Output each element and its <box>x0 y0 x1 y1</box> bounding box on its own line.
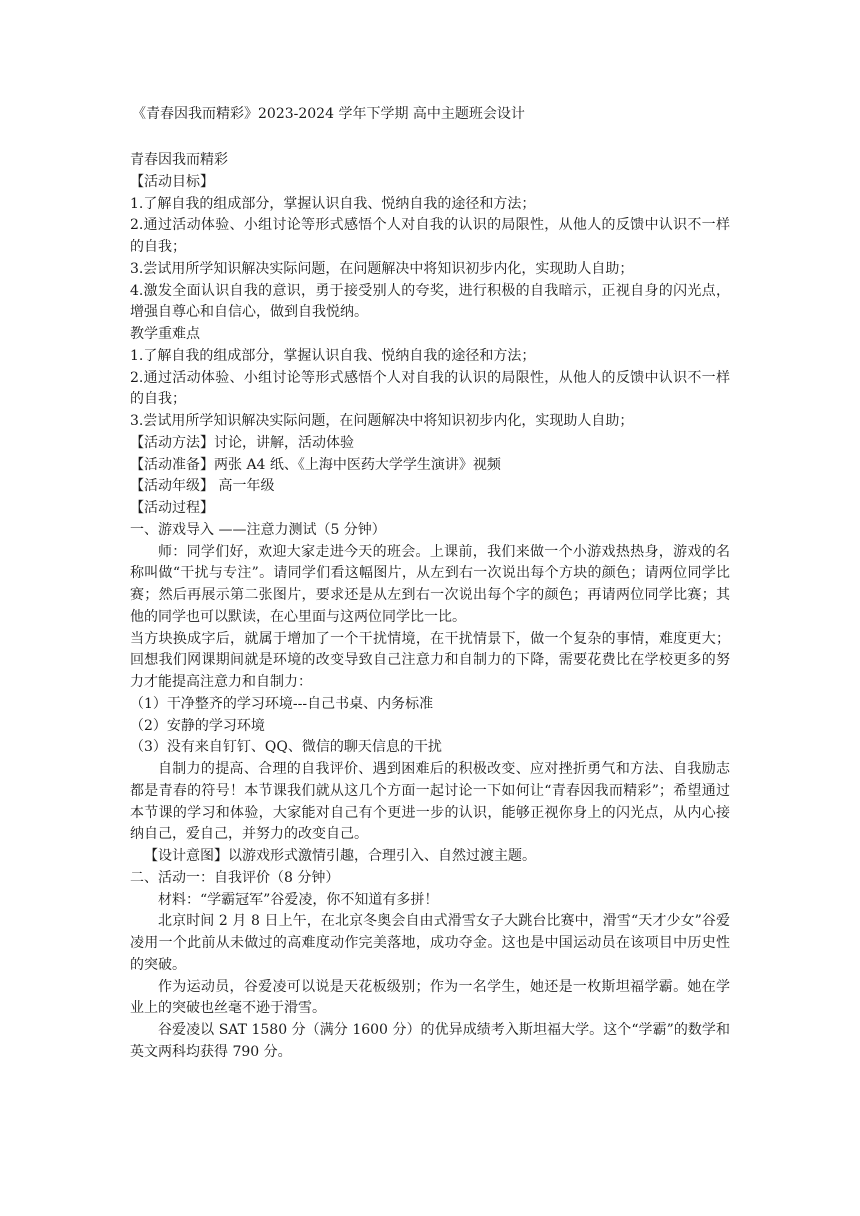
paragraph: 作为运动员，谷爱凌可以说是天花板级别；作为一名学生，她还是一枚斯坦福学霸。她在学业上的突破也丝毫不逊于滑雪。 <box>130 978 730 1017</box>
paragraph: 教学重难点 <box>130 326 200 342</box>
paragraph: 二、活动一：自我评价（8 分钟） <box>130 869 340 886</box>
paragraph: 4.激发全面认识自我的意识，勇于接受别人的夸奖，进行积极的自我暗示，正视自身的闪光点，增强自尊心和自信心，做到自我悦纳。 <box>130 282 730 321</box>
paragraph: 【活动过程】 <box>130 500 214 516</box>
paragraph: 3.尝试用所学知识解决实际问题，在问题解决中将知识初步内化，实现助人自助； <box>130 413 634 429</box>
paragraph: 【活动方法】讨论，讲解，活动体验 <box>130 434 354 451</box>
paragraph: 自制力的提高、合理的自我评价、遇到困难后的积极改变、应对挫折勇气和方法、自我励志都是青春的符号！本节课我们就从这几个方面一起讨论一下如何让“青春因我而精彩”；希望通过本节课的学习和体验，大家能对自己有个更进一步的认识，能够正视你身上的闪光点，从内心接纳自己，爱自己，并努力的改变自己。 <box>130 761 730 843</box>
paragraph: 【活动目标】 <box>130 173 214 190</box>
paragraph: 3.尝试用所学知识解决实际问题，在问题解决中将知识初步内化，实现助人自助； <box>130 260 634 277</box>
paragraph: 师：同学们好，欢迎大家走进今天的班会。上课前，我们来做一个小游戏热热身，游戏的名称叫做“干扰与专注”。请同学们看这幅图片，从左到右一次说出每个方块的颜色；请两位同学比赛；然后再展示第二张图片，要求还是从左到右一次说出每个字的颜色；再请两位同学比赛；其他的同学也可以默读，在心里面与这两位同学比一比。 <box>130 543 730 625</box>
paragraph: （3）没有来自钉钉、QQ、微信的聊天信息的干扰 <box>130 739 442 756</box>
paragraph: 【设计意图】以游戏形式激情引趣，合理引入、自然过渡主题。 <box>144 848 536 864</box>
paragraph: 【活动年级】 高一年级 <box>130 478 275 495</box>
paragraph: 青春因我而精彩 <box>130 152 228 168</box>
paragraph: 当方块换成字后，就属于增加了一个干扰情境，在干扰情景下，做一个复杂的事情，难度更大；回想我们网课期间就是环境的改变导致自己注意力和自制力的下降，需要花费比在学校更多的努力才能提高注意力和自制力： <box>130 630 730 690</box>
paragraph: 2.通过活动体验、小组讨论等形式感悟个人对自我的认识的局限性，从他人的反馈中认识不一样的自我； <box>130 217 730 255</box>
paragraph: （1）干净整齐的学习环境---自己书桌、内务标准 <box>130 695 434 712</box>
document-body <box>130 150 730 1064</box>
paragraph: 2.通过活动体验、小组讨论等形式感悟个人对自我的认识的局限性，从他人的反馈中认识不一样的自我； <box>130 369 730 408</box>
paragraph: （2）安静的学习环境 <box>130 717 265 734</box>
paragraph: 一、游戏导入 ——注意力测试（5 分钟） <box>130 521 386 538</box>
paragraph: 1.了解自我的组成部分，掌握认识自我、悦纳自我的途径和方法； <box>130 347 536 364</box>
paragraph: 1.了解自我的组成部分，掌握认识自我、悦纳自我的途径和方法； <box>130 195 536 212</box>
document-title: 《青春因我而精彩》2023-2024 学年下学期 高中主题班会设计 <box>132 106 525 122</box>
paragraph: 材料：“学霸冠军”谷爱凌，你不知道有多拼！ <box>158 891 439 908</box>
paragraph: 【活动准备】两张 A4 纸、《上海中医药大学学生演讲》视频 <box>130 456 501 473</box>
paragraph: 谷爱凌以 SAT 1580 分（满分 1600 分）的优异成绩考入斯坦福大学。这个“学霸”的数学和英文两科均获得 790 分。 <box>130 1022 730 1060</box>
paragraph: 北京时间 2 月 8 日上午，在北京冬奥会自由式滑雪女子大跳台比赛中，滑雪“天才少女”谷爱凌用一个此前从未做过的高难度动作完美落地，成功夺金。这也是中国运动员在该项目中历史性的突破。 <box>130 913 730 973</box>
